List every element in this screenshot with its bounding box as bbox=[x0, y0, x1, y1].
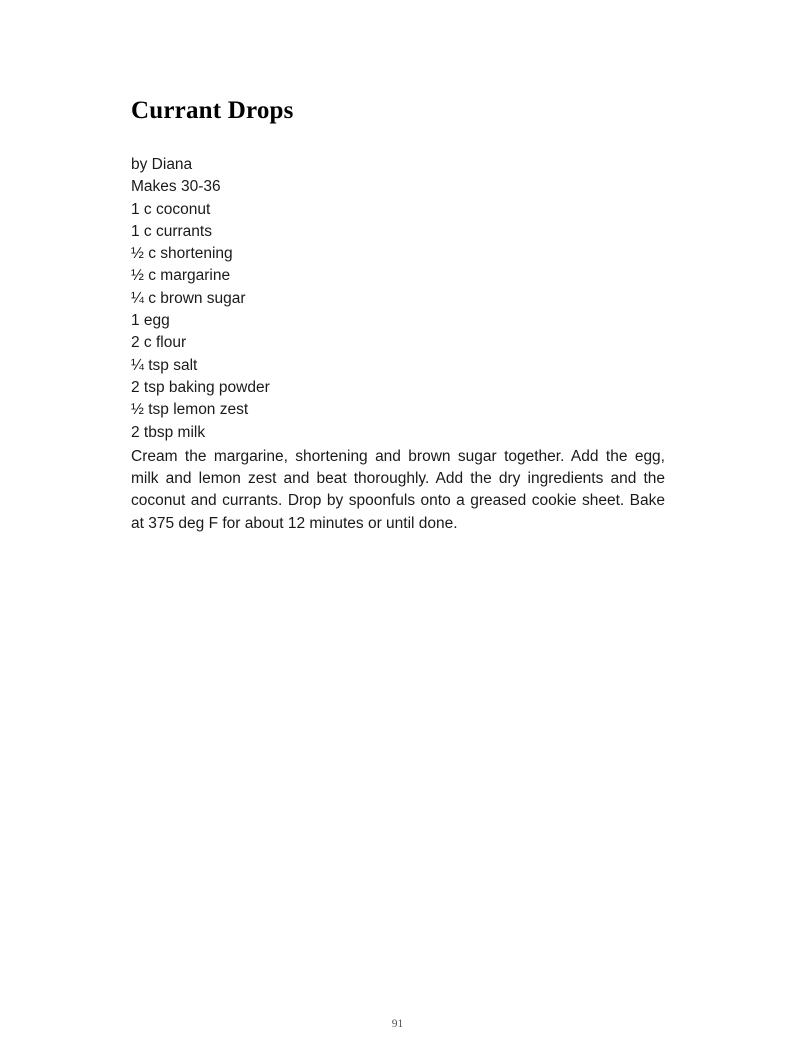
list-item: ½ c margarine bbox=[131, 267, 231, 285]
page-number: 91 bbox=[391, 1018, 404, 1030]
list-item: 2 c flour bbox=[131, 334, 187, 352]
list-item: 1 c currants bbox=[131, 222, 212, 240]
list-item: 1 c coconut bbox=[131, 200, 211, 218]
list-item: ¼ c brown sugar bbox=[131, 289, 246, 307]
recipe-yield: Makes 30-36 bbox=[131, 178, 221, 196]
list-item: 2 tbsp milk bbox=[131, 423, 206, 441]
list-item: 2 tsp baking powder bbox=[131, 378, 270, 396]
ingredient-list bbox=[131, 154, 665, 444]
list-item: 1 egg bbox=[131, 312, 170, 330]
list-item: ¼ tsp salt bbox=[131, 356, 198, 374]
page-title: Currant Drops bbox=[131, 97, 294, 124]
recipe-body bbox=[131, 96, 665, 551]
recipe-byline: by Diana bbox=[131, 156, 193, 173]
list-item: ½ c shortening bbox=[131, 245, 233, 263]
recipe-method: Cream the margarine, shortening and brown sugar together. Add the egg, milk and lemon zest and beat thoroughly. Add the dry ingredients and the coconut and currants. Drop by spoonfuls onto a greased cookie sheet. Bake at 375 deg F for about 12 minutes or until done. bbox=[131, 447, 665, 532]
list-item: ½ tsp lemon zest bbox=[131, 401, 249, 419]
